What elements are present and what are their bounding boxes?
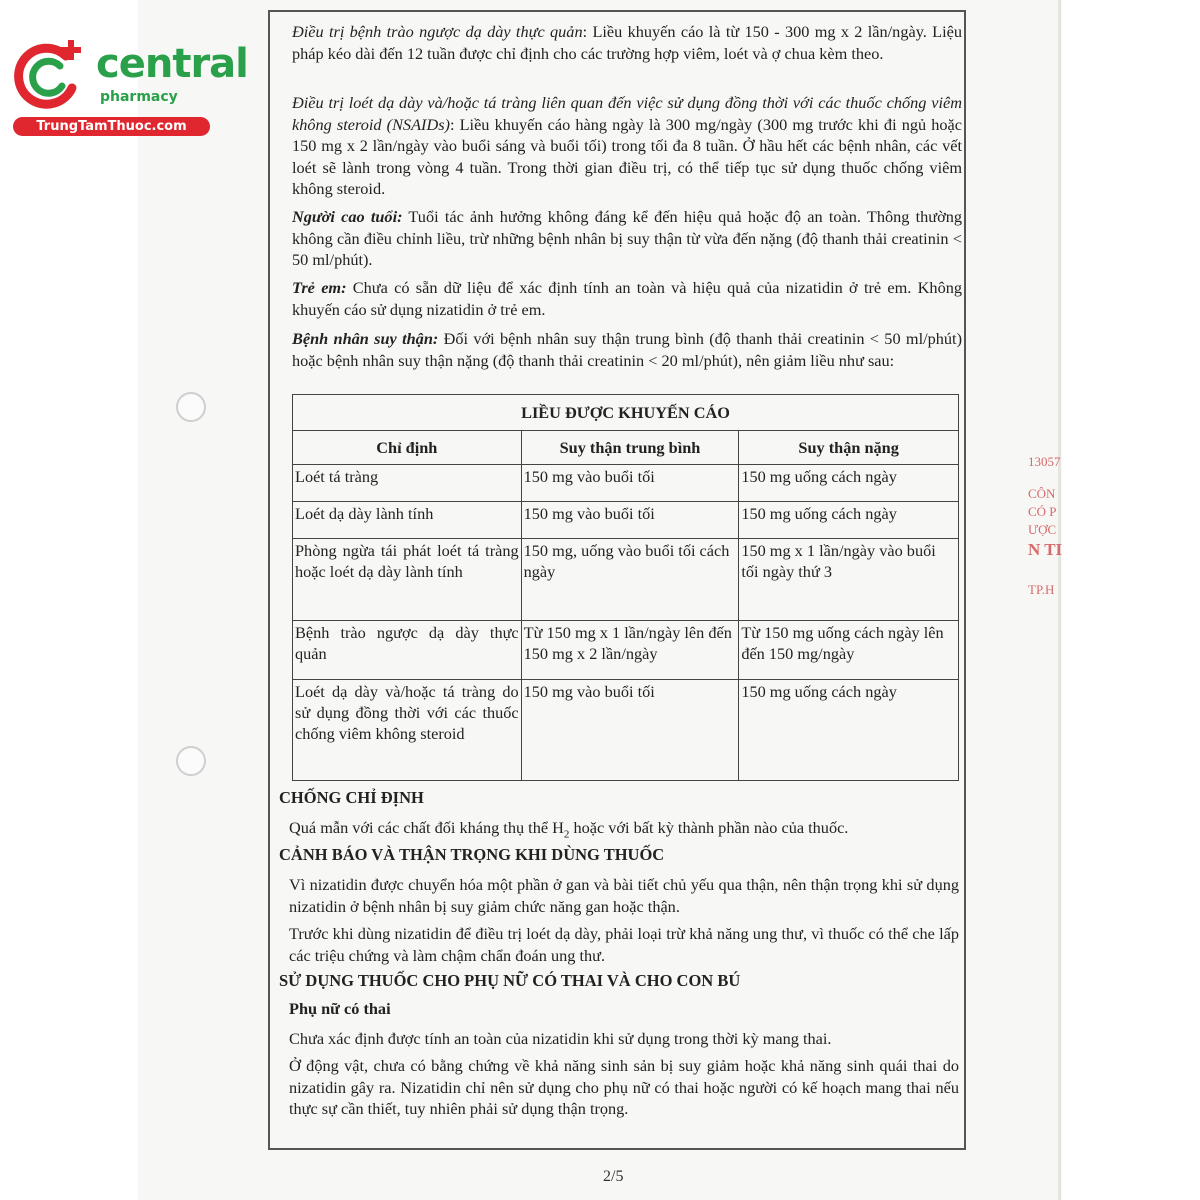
pregnancy-heading: SỬ DỤNG THUỐC CHO PHỤ NỮ CÓ THAI VÀ CHO CON BÚ — [279, 971, 741, 990]
logo-name: central — [96, 41, 248, 87]
stamp-line: TP.H — [1028, 582, 1055, 597]
table-cell: Loét tá tràng — [293, 465, 522, 502]
reflux-paragraph — [292, 21, 962, 64]
elderly-text: Tuổi tác ảnh hưởng không đáng kể đến hiệu quả hoặc độ an toàn. Thông thường không cần điều chỉnh liều, trừ những bệnh nhân bị suy thận từ vừa đến nặng (độ thanh thải creatinin < 50 ml/phút). — [292, 207, 962, 269]
reflux-lead: Điều trị bệnh trào ngược dạ dày thực quản — [292, 22, 583, 41]
logo-website: TrungTamThuoc.com — [13, 117, 210, 136]
dosage-table — [292, 394, 959, 781]
renal-lead: Bệnh nhân suy thận: — [292, 329, 439, 348]
renal-paragraph — [292, 328, 962, 371]
stamp-line: CÓ P — [1028, 504, 1057, 519]
table-cell: Từ 150 mg uống cách ngày lên đến 150 mg/ngày — [739, 621, 959, 680]
elderly-paragraph — [292, 206, 962, 271]
stamp-line: ƯỢC — [1028, 522, 1057, 537]
table-cell: 150 mg vào buổi tối — [521, 680, 739, 781]
table-header: Suy thận nặng — [739, 431, 959, 465]
children-text: Chưa có sẵn dữ liệu để xác định tính an toàn và hiệu quả của nizatidin ở trẻ em. Không khuyến cáo sử dụng nizatidin ở trẻ em. — [292, 278, 962, 319]
table-cell: Loét dạ dày và/hoặc tá tràng do sử dụng đồng thời với các thuốc chống viêm không steroid — [293, 680, 522, 781]
table-cell: 150 mg, uống vào buổi tối cách ngày — [521, 539, 739, 621]
contra-heading: CHỐNG CHỈ ĐỊNH — [279, 788, 424, 807]
warnings-paragraph-1: Vì nizatidin được chuyển hóa một phần ở gan và bài tiết chủ yếu qua thận, nên thận trọng khi sử dụng nizatidin ở bệnh nhân bị suy giảm chức năng gan hoặc thận. — [289, 875, 959, 916]
table-row — [293, 502, 959, 539]
renal-text: Đối với bệnh nhân suy thận trung bình (độ thanh thải creatinin < 50 ml/phút) hoặc bệnh nhân suy thận nặng (độ thanh thải creatinin < 20 ml/phút), nên giảm liều như sau: — [292, 329, 962, 370]
table-cell: 150 mg uống cách ngày — [739, 465, 959, 502]
table-row — [293, 680, 959, 781]
table-row — [293, 465, 959, 502]
stamp-line: 13057 — [1028, 454, 1061, 469]
reflux-text: : Liều khuyến cáo là từ 150 - 300 mg x 2 lần/ngày. Liệu pháp kéo dài đến 12 tuần được chỉ định cho các trường hợp viêm, loét và ợ chua kèm theo. — [292, 22, 962, 63]
table-cell: 150 mg vào buổi tối — [521, 465, 739, 502]
table-row — [293, 621, 959, 680]
table-header: Suy thận trung bình — [521, 431, 739, 465]
nsaid-lead: Điều trị loét dạ dày và/hoặc tá tràng liên quan đến việc sử dụng đồng thời với các thuốc chống viêm không steroid (NSAIDs) — [292, 93, 962, 134]
stamp-line: CÔN — [1028, 486, 1056, 501]
table-cell: 150 mg x 1 lần/ngày vào buổi tối ngày thứ 3 — [739, 539, 959, 621]
pregnancy-paragraph-2: Ở động vật, chưa có bằng chứng về khả năng sinh sản bị suy giảm hoặc khả năng sinh quái thai do nizatidin gây ra. Nizatidin chỉ nên sử dụng cho phụ nữ có thai hoặc người có kế hoạch mang thai nếu thực sự cần thiết, tuy nhiên phải sử dụng thận trọng. — [289, 1056, 959, 1118]
table-cell: 150 mg uống cách ngày — [739, 502, 959, 539]
table-header: Chỉ định — [293, 431, 522, 465]
nsaid-paragraph — [292, 92, 962, 200]
children-paragraph — [292, 277, 962, 320]
logo-mark-icon — [10, 36, 90, 116]
pregnancy-paragraph-1: Chưa xác định được tính an toàn của nizatidin khi sử dụng trong thời kỳ mang thai. — [289, 1029, 832, 1048]
table-cell: Từ 150 mg x 1 lần/ngày lên đến 150 mg x 2 lần/ngày — [521, 621, 739, 680]
contra-text-after: hoặc với bất kỳ thành phần nào của thuốc. — [569, 818, 849, 837]
table-title: LIỀU ĐƯỢC KHUYẾN CÁO — [293, 395, 959, 431]
page-number: 2/5 — [603, 1168, 624, 1185]
logo-subtitle: pharmacy — [100, 89, 178, 105]
contra-paragraph — [289, 817, 959, 846]
children-lead: Trẻ em: — [292, 278, 347, 297]
company-stamp — [1020, 440, 1064, 610]
contra-text-before: Quá mẫn với các chất đối kháng thụ thể H — [289, 818, 564, 837]
contra-subscript: 2 — [563, 828, 570, 841]
table-cell: 150 mg vào buổi tối — [521, 502, 739, 539]
pregnancy-subheading: Phụ nữ có thai — [289, 999, 391, 1018]
table-cell: 150 mg uống cách ngày — [739, 680, 959, 781]
nsaid-text: : Liều khuyến cáo hàng ngày là 300 mg/ngày (300 mg trước khi đi ngủ hoặc 150 mg x 2 lần/ngày vào buổi sáng và buổi tối) trong tối đa 8 tuần. Ở hầu hết các bệnh nhân, các vết loét sẽ lành trong vòng 4 tuần. Trong thời gian điều trị, có thể tiếp tục sử dụng thuốc chống viêm không steroid. — [292, 114, 963, 198]
stamp-line: N TI — [1028, 540, 1063, 559]
warnings-heading: CẢNH BÁO VÀ THẬN TRỌNG KHI DÙNG THUỐC — [279, 845, 665, 864]
punch-hole-bottom — [176, 746, 206, 776]
punch-hole-top — [176, 392, 206, 422]
table-row — [293, 539, 959, 621]
elderly-lead: Người cao tuổi: — [292, 207, 403, 226]
table-cell: Loét dạ dày lành tính — [293, 502, 522, 539]
table-cell: Bệnh trào ngược dạ dày thực quản — [293, 621, 522, 680]
central-pharmacy-logo[interactable] — [10, 36, 248, 136]
warnings-paragraph-2: Trước khi dùng nizatidin để điều trị loét dạ dày, phải loại trừ khả năng ung thư, vì thuốc có thể che lấp các triệu chứng và làm chậm chẩn đoán ung thư. — [289, 924, 959, 965]
table-cell: Phòng ngừa tái phát loét tá tràng hoặc loét dạ dày lành tính — [293, 539, 522, 621]
